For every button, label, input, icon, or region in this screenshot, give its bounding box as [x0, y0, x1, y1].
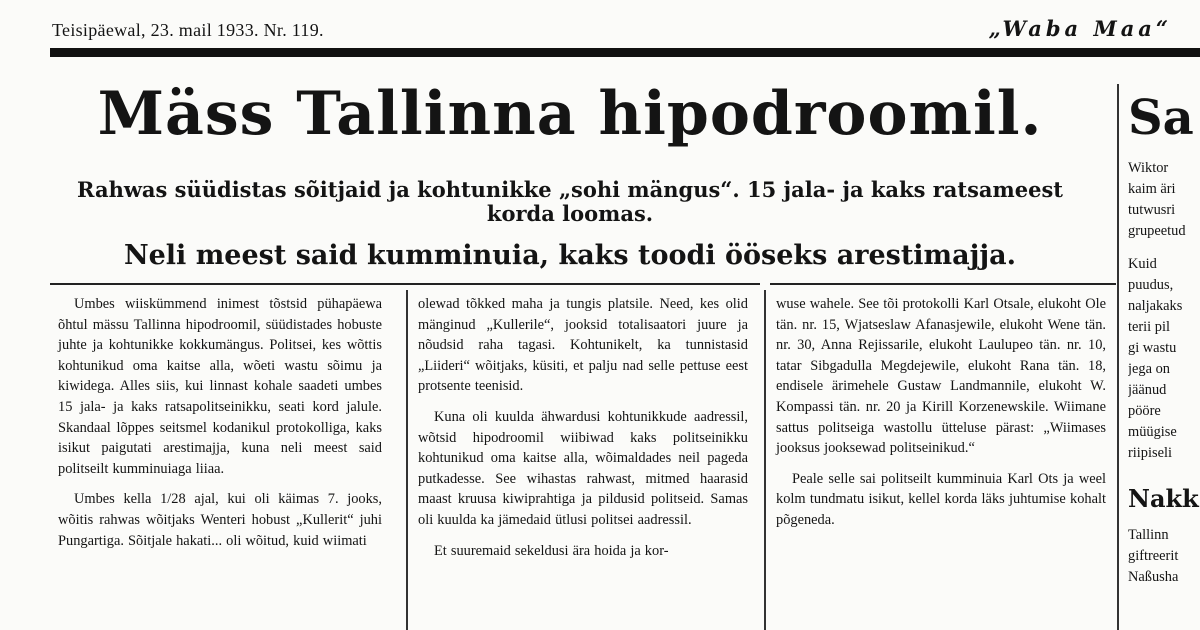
adjacent-line: naljakaks	[1128, 298, 1183, 314]
masthead	[52, 14, 1172, 42]
adjacent-line: kaim äri	[1128, 181, 1176, 197]
column-divider	[1117, 84, 1119, 630]
adjacent-line: Kuid	[1128, 256, 1157, 272]
article-paragraph: olewad tõkked maha ja tungis platsile. Need, kes olid mänginud „Kullerile“, jooksid totalisaatori juure ja nõudsid raha tagasi. Kohtunikelt, ka tunnistasid „Liideri“ wõitjaks, küsiti, et palju nad selle pettuse eest protsente teenisid.	[418, 296, 748, 395]
adjacent-line: tutwusri	[1128, 202, 1176, 218]
adjacent-line: Tallinn	[1128, 527, 1169, 543]
article-paragraph: Umbes wiiskümmend inimest tõstsid pühapäewa õhtul mässu Tallinna hipodroomil, süüdistades hobuste juhte ja kohtunikke kokkumängus. Politsei, kes wõttis kohtunikud oma kaitse alla, wõeti wastu sõimu ja kiwidega. Alles siis, kui linnast kohale saadeti umbes 15 jala- ja kaks ratsapolitseinikku, seati kord jalule. Skandaal lõppes seitsmel kodanikul protokolliga, kaks isikut paigutati arestimajja, kuna neli meest said politseilt kumminuiaga liiaa.	[58, 296, 382, 477]
article-paragraph: Umbes kella 1/28 ajal, kui oli käimas 7. jooks, wõitis rahwas wõitjaks Wenteri hobust „Kullerit“ juhi Pungartiga. Sõitjale hakati... oli wõitud, kuid wiimati	[58, 491, 382, 549]
column-top-rule	[412, 283, 760, 285]
deck-headline: Neli meest said kumminuia, kaks toodi ööseks arestimajja.	[123, 240, 1017, 271]
column-divider	[764, 290, 766, 630]
article-paragraph: Peale selle sai politseilt kumminuia Karl Ots ja weel kolm tundmatu isikut, kellel korda läks juhtumise kohalt põgeneda.	[776, 470, 1106, 528]
adjacent-line: grupeetud	[1128, 223, 1186, 239]
issue-date-line: Teisipäewal, 23. mail 1933. Nr. 119.	[52, 20, 324, 40]
newspaper-name: „Waba Maa“	[988, 16, 1172, 41]
adjacent-text-block	[1128, 254, 1200, 464]
adjacent-line: müügise	[1128, 424, 1177, 440]
column-top-rule	[770, 283, 1116, 285]
column-top-rule	[50, 283, 412, 285]
adjacent-line: giftreerit	[1128, 548, 1179, 564]
article-column-1	[58, 294, 382, 561]
adjacent-headline: Sa	[1128, 90, 1194, 146]
adjacent-line: terii pil	[1128, 319, 1170, 335]
column-divider	[406, 290, 408, 630]
adjacent-line: riipiseli	[1128, 445, 1172, 461]
adjacent-line: puudus,	[1128, 277, 1174, 293]
subheadline: Rahwas süüdistas sõitjaid ja kohtunikke „sohi mängus“. 15 jala- ja kaks ratsameest korda loomas.	[77, 177, 1063, 226]
main-headline: Mäss Tallinna hipodroomil.	[97, 79, 1043, 149]
adjacent-article	[1128, 84, 1200, 630]
adjacent-line: jäänud	[1128, 382, 1167, 398]
adjacent-line: pööre	[1128, 403, 1161, 419]
adjacent-subheadline: Nakk	[1128, 484, 1199, 513]
article-column-3	[776, 294, 1106, 541]
article-paragraph: Et suuremaid sekeldusi ära hoida ja kor-	[434, 542, 669, 559]
adjacent-line: Wiktor	[1128, 160, 1169, 176]
adjacent-line: Naßusha	[1128, 569, 1179, 585]
adjacent-text-block	[1128, 525, 1200, 588]
article-column-2	[418, 294, 748, 571]
masthead-rule	[50, 48, 1200, 57]
adjacent-text-block	[1128, 158, 1200, 242]
article-paragraph: wuse wahele. See tõi protokolli Karl Otsale, elukoht Ole tän. nr. 15, Wjatseslaw Afanasjewile, elukoht Wene tän. nr. 30, Anna Rejissarile, elukoht Laulupeo tän. nr. 10, tatar Sibgadulla Megdejewile, elukoht Rana tän. 18, endisele ärimehele Gustaw Landmannile, elukoht W. Kompassi tän. nr. 20 ja Kirill Korzenewskile. Wiimane sattus politseiga wastollu ütteluse pärast: „Wiimases jooksus jooksewad politseinikud.“	[776, 296, 1106, 457]
adjacent-line: gi wastu	[1128, 340, 1177, 356]
adjacent-line: jega on	[1128, 361, 1170, 377]
article-paragraph: Kuna oli kuulda ähwardusi kohtunikkude aadressil, wõtsid hipodroomil wiibiwad kaks politseinikku kohtunikud oma kaitse alla, wõimaldades neil pageda putkadesse. See wihastas rahwast, mitmed haarasid maast kruusa kiwiprahtiga ja pildusid politseid. Samas oli kuulda ka jämedaid ütlusi politsei aadressil.	[418, 408, 748, 528]
